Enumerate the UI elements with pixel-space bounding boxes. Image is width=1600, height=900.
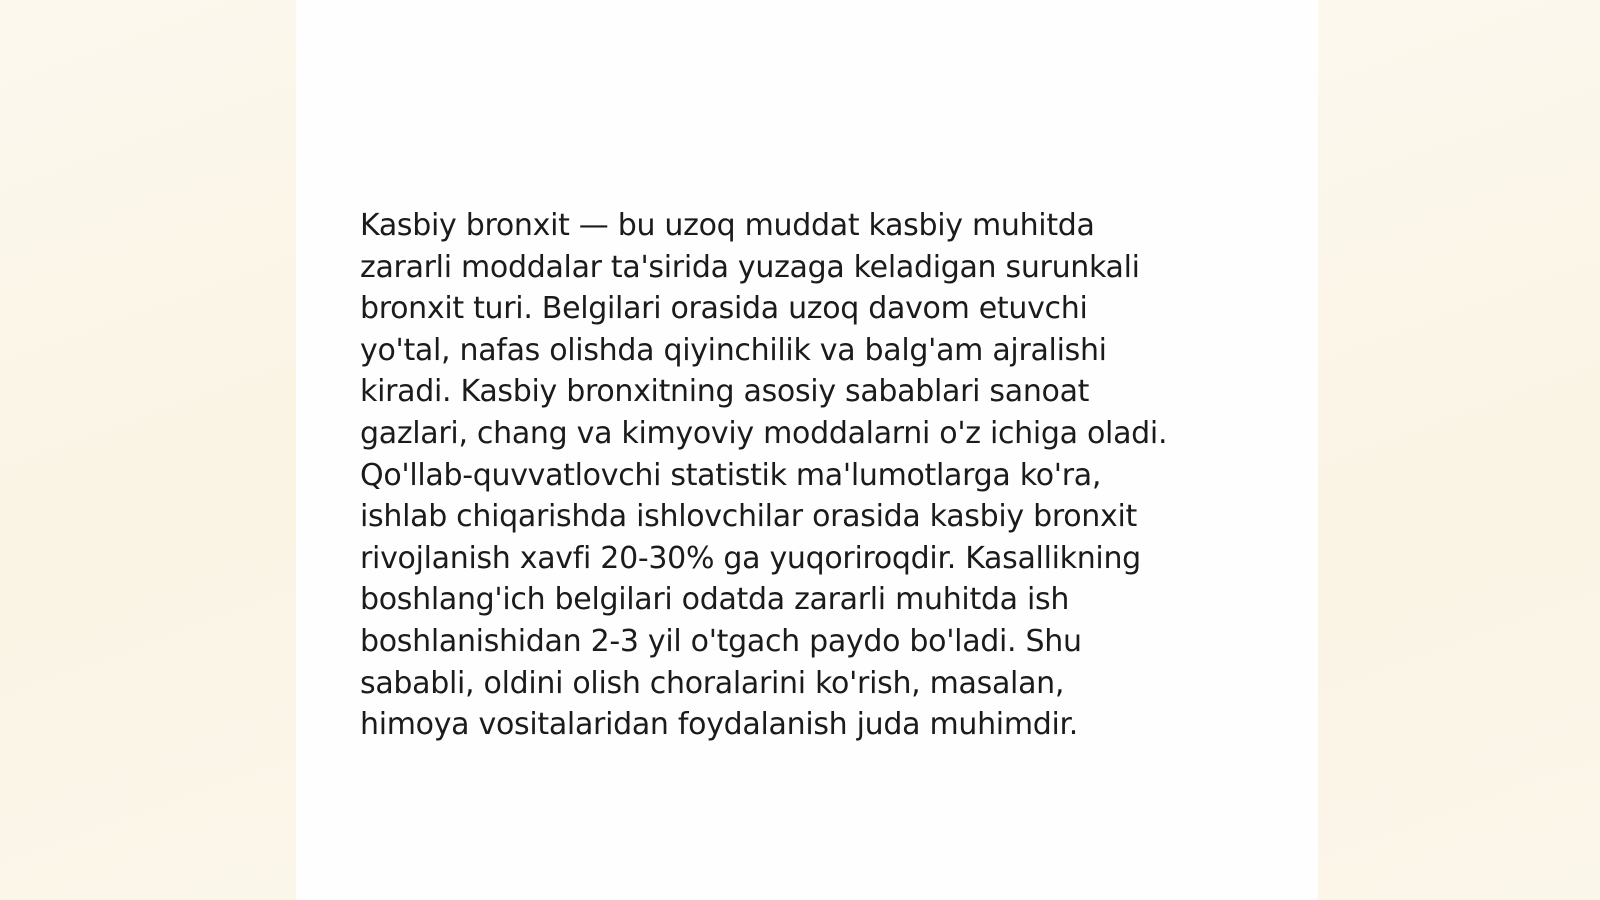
body-paragraph [360,205,1260,746]
paragraph-line: yo'tal, nafas olishda qiyinchilik va balg'am ajralishi [360,332,1107,368]
paragraph-line: gazlari, chang va kimyoviy moddalarni o'z ichiga oladi. [360,415,1168,451]
paragraph-line: zararli moddalar ta'sirida yuzaga keladigan surunkali [360,249,1140,285]
document-page [296,0,1318,900]
paragraph-line: Qo'llab-quvvatlovchi statistik ma'lumotlarga ko'ra, [360,457,1102,493]
paragraph-line: sababli, oldini olish choralarini ko'rish, masalan, [360,665,1065,701]
paragraph-line: Kasbiy bronxit — bu uzoq muddat kasbiy muhitda [360,208,1095,243]
paragraph-line: himoya vositalaridan foydalanish juda muhimdir. [360,707,1079,743]
left-margin-background [0,0,296,900]
paragraph-line: ishlab chiqarishda ishlovchilar orasida kasbiy bronxit [360,499,1137,535]
paragraph-line: rivojlanish xavfi 20-30% ga yuqoriroqdir. Kasallikning [360,540,1141,576]
paragraph-line: boshlang'ich belgilari odatda zararli muhitda ish [360,582,1070,618]
paragraph-line: bronxit turi. Belgilari orasida uzoq davom etuvchi [360,291,1088,327]
paragraph-line: boshlanishidan 2-3 yil o'tgach paydo bo'ladi. Shu [360,623,1082,659]
right-margin-background [1318,0,1600,900]
paragraph-line: kiradi. Kasbiy bronxitning asosiy sabablari sanoat [360,374,1090,410]
